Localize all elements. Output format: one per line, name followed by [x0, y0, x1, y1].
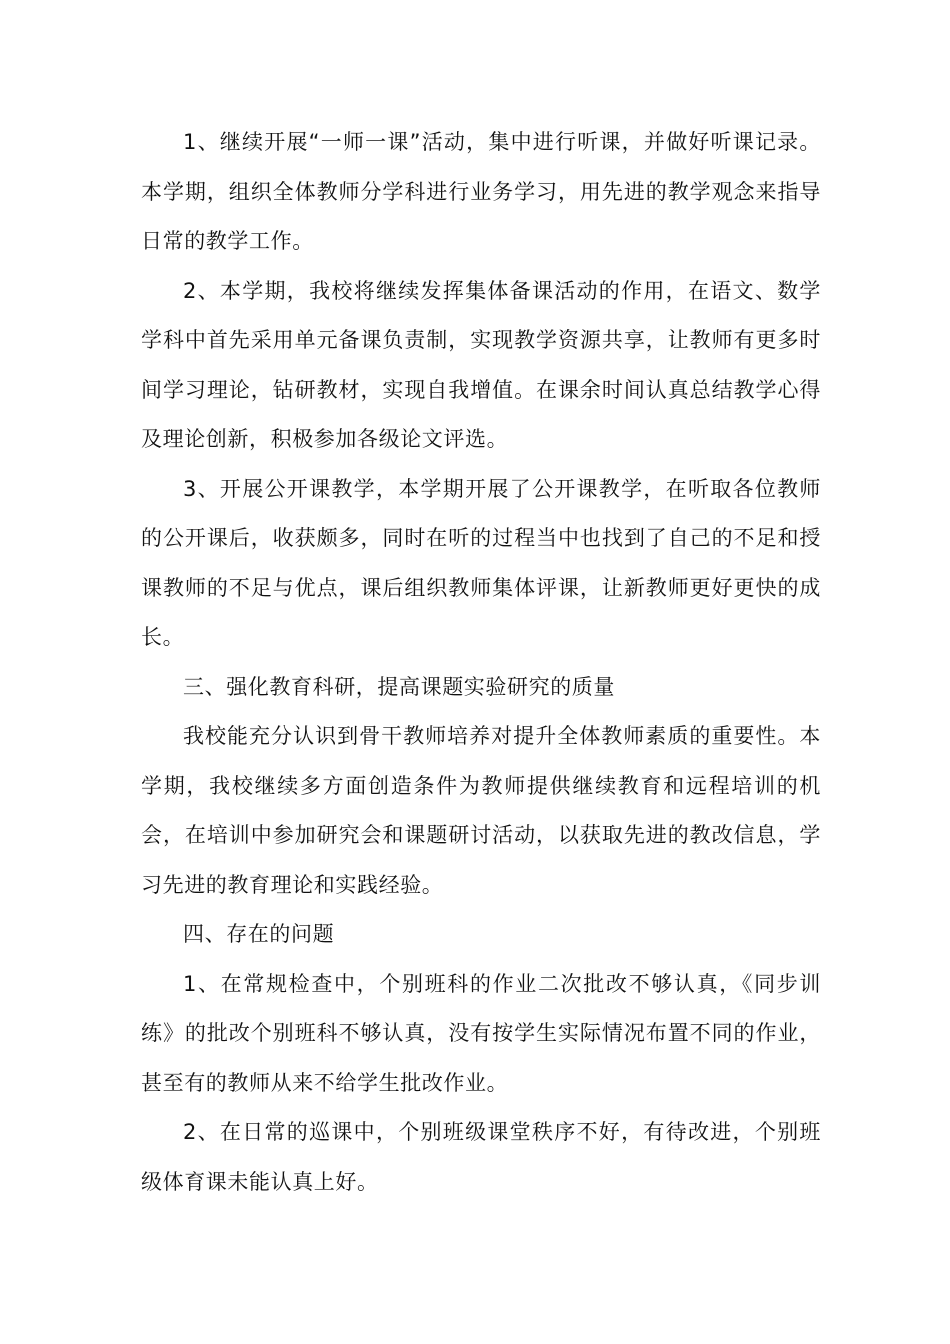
paragraph-teacher-training: 我校能充分认识到骨干教师培养对提升全体教师素质的重要性。本学期，我校继续多方面创造条件为教师提供继续教育和远程培训的机会，在培训中参加研究会和课题研讨活动，以获取先进的教改信息，学习先进的教育理论和实践经验。	[141, 724, 821, 897]
paragraph-open-class: 3、开展公开课教学，本学期开展了公开课教学，在听取各位教师的公开课后，收获颇多，同时在听的过程当中也找到了自己的不足和授课教师的不足与优点，课后组织教师集体评课，让新教师更好更快的成长。	[141, 476, 821, 649]
paragraph-collective-lesson-prep: 2、本学期，我校将继续发挥集体备课活动的作用，在语文、数学学科中首先采用单元备课负责制，实现教学资源共享，让教师有更多时间学习理论，钻研教材，实现自我增值。在课余时间认真总结教学心得及理论创新，积极参加各级论文评选。	[141, 278, 821, 451]
section-heading-research: 三、强化教育科研，提高课题实验研究的质量	[183, 674, 615, 699]
paragraph-homework-issue: 1、在常规检查中，个别班科的作业二次批改不够认真，《同步训练》的批改个别班科不够认真，没有按学生实际情况布置不同的作业，甚至有的教师从来不给学生批改作业。	[141, 971, 821, 1095]
section-heading-problems: 四、存在的问题	[183, 922, 335, 946]
paragraph-classroom-issue: 2、在日常的巡课中，个别班级课堂秩序不好，有待改进，个别班级体育课未能认真上好。	[141, 1120, 821, 1194]
paragraph-teaching-activity: 1、继续开展“一师一课”活动，集中进行听课，并做好听课记录。本学期，组织全体教师分学科进行业务学习，用先进的教学观念来指导日常的教学工作。	[141, 130, 821, 253]
document-body	[141, 118, 821, 1207]
